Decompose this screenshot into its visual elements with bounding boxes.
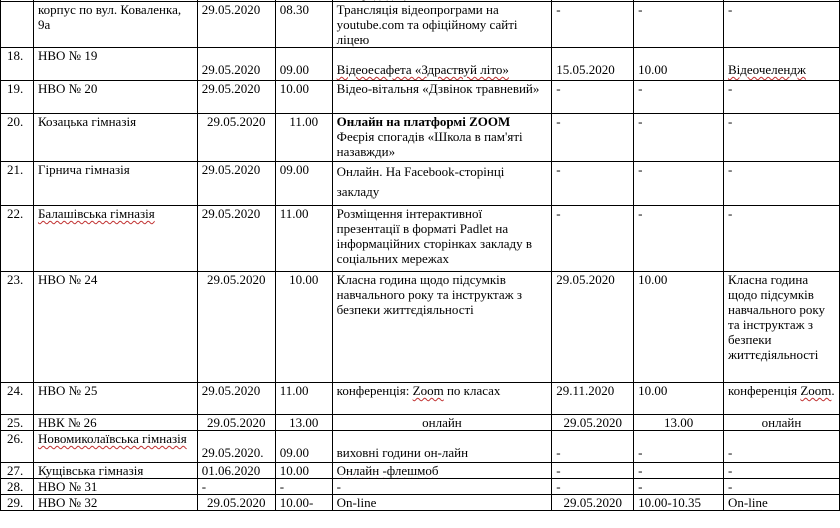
row-number <box>1 2 34 48</box>
note-cell: - <box>724 2 840 48</box>
date2-cell: - <box>552 162 634 206</box>
table-row <box>1 272 840 383</box>
event-cell: Класна година щодо підсумків навчального року та інструктаж з безпеки життєдіяльності <box>332 272 552 383</box>
time-cell: - <box>275 479 332 495</box>
time2-cell: 10.00-10.35 <box>634 495 724 511</box>
date2-cell: - <box>552 463 634 479</box>
note-cell: - <box>724 81 840 114</box>
note-cell: - <box>724 463 840 479</box>
institution-cell: НВО № 31 <box>33 479 197 495</box>
date2-cell: 29.05.2020 <box>552 272 634 383</box>
note-cell: - <box>724 114 840 162</box>
date2-cell: - <box>552 431 634 463</box>
time2-cell: 10.00 <box>634 272 724 383</box>
date-cell: 29.05.2020 <box>197 383 275 415</box>
time2-cell: 10.00 <box>634 383 724 415</box>
institution-cell: НВК № 26 <box>33 415 197 431</box>
note-cell: Відеочелендж <box>724 48 840 81</box>
table-row <box>1 479 840 495</box>
row-number: 22. <box>1 206 34 272</box>
date-cell: 29.05.2020. <box>197 431 275 463</box>
table-row <box>1 48 840 81</box>
time2-cell: - <box>634 2 724 48</box>
time-cell: 09.00 <box>275 48 332 81</box>
institution-cell: НВО № 25 <box>33 383 197 415</box>
date2-cell: 29.11.2020 <box>552 383 634 415</box>
row-number: 20. <box>1 114 34 162</box>
event-cell: Онлайн на платформі ZOOM Феєрія спогадів «Школа в пам'яті назавжди» <box>332 114 552 162</box>
event-cell: Трансляція відеопрограми на youtube.com та офіційному сайті ліцею <box>332 2 552 48</box>
time-cell: 10.00 <box>275 463 332 479</box>
note-cell: On-line <box>724 495 840 511</box>
table-row <box>1 81 840 114</box>
time2-cell: 10.00 <box>634 48 724 81</box>
time2-cell: - <box>634 81 724 114</box>
table-row <box>1 114 840 162</box>
table-row <box>1 495 840 511</box>
institution-cell: Балашівська гімназія <box>33 206 197 272</box>
time-cell: 10.00- <box>275 495 332 511</box>
date-cell: 29.05.2020 <box>197 206 275 272</box>
date-cell: 29.05.2020 <box>197 162 275 206</box>
time2-cell: - <box>634 479 724 495</box>
date-cell: 29.05.2020 <box>197 2 275 48</box>
date-cell: 29.05.2020 <box>197 415 275 431</box>
note-cell: конференція Zoom. <box>724 383 840 415</box>
row-number: 18. <box>1 48 34 81</box>
time-cell: 10.00 <box>275 81 332 114</box>
event-cell: Відеоесафета «Здраствуй літо» <box>332 48 552 81</box>
institution-cell: НВО № 32 <box>33 495 197 511</box>
time-cell: 11.00 <box>275 206 332 272</box>
note-cell: - <box>724 431 840 463</box>
date2-cell: - <box>552 81 634 114</box>
date2-cell: 15.05.2020 <box>552 48 634 81</box>
time2-cell: - <box>634 162 724 206</box>
time-cell: 11.00 <box>275 114 332 162</box>
time-cell: 09.00 <box>275 162 332 206</box>
row-number: 28. <box>1 479 34 495</box>
date2-cell: - <box>552 479 634 495</box>
date-cell: 29.05.2020 <box>197 495 275 511</box>
institution-cell: НВО № 20 <box>33 81 197 114</box>
row-number: 19. <box>1 81 34 114</box>
row-number: 26. <box>1 431 34 463</box>
institution-cell: НВО № 19 <box>33 48 197 81</box>
time-cell: 10.00 <box>275 272 332 383</box>
event-cell: конференція: Zoom по класах <box>332 383 552 415</box>
date-cell: 29.05.2020 <box>197 272 275 383</box>
date2-cell: 29.05.2020 <box>552 415 634 431</box>
institution-cell: Новомиколаївська гімназія <box>33 431 197 463</box>
time-cell: 13.00 <box>275 415 332 431</box>
row-number: 23. <box>1 272 34 383</box>
date-cell: 29.05.2020 <box>197 81 275 114</box>
time2-cell: - <box>634 206 724 272</box>
table-row <box>1 162 840 206</box>
time2-cell: - <box>634 114 724 162</box>
table-row <box>1 431 840 463</box>
note-cell: Класна година щодо підсумків навчального року та інструктаж з безпеки життєдіяльності <box>724 272 840 383</box>
event-cell: Розміщення інтерактивної презентації в форматі Padlet на інформаційних сторінках закладу в соціальних мережах <box>332 206 552 272</box>
event-cell: On-line <box>332 495 552 511</box>
table-row <box>1 383 840 415</box>
time2-cell: - <box>634 463 724 479</box>
row-number: 25. <box>1 415 34 431</box>
time-cell: 11.00 <box>275 383 332 415</box>
time2-cell: 13.00 <box>634 415 724 431</box>
row-number: 24. <box>1 383 34 415</box>
date-cell: 29.05.2020 <box>197 114 275 162</box>
table-row <box>1 415 840 431</box>
date2-cell: - <box>552 114 634 162</box>
event-cell: онлайн <box>332 415 552 431</box>
note-cell: - <box>724 479 840 495</box>
date-cell: - <box>197 479 275 495</box>
note-cell: онлайн <box>724 415 840 431</box>
event-cell: Онлайн. На Facebook-сторінці закладу <box>332 162 552 206</box>
table-row <box>1 463 840 479</box>
institution-cell: НВО № 24 <box>33 272 197 383</box>
institution-cell: Кущівська гімназія <box>33 463 197 479</box>
event-cell: виховні години он-лайн <box>332 431 552 463</box>
date-cell: 01.06.2020 <box>197 463 275 479</box>
event-cell: Онлайн -флешмоб <box>332 463 552 479</box>
institution-cell: корпус по вул. Коваленка, 9а <box>33 2 197 48</box>
row-number: 29. <box>1 495 34 511</box>
date2-cell: - <box>552 206 634 272</box>
note-cell: - <box>724 206 840 272</box>
time-cell: 08.30 <box>275 2 332 48</box>
date2-cell: 29.05.2020 <box>552 495 634 511</box>
time-cell: 09.00 <box>275 431 332 463</box>
time2-cell: - <box>634 431 724 463</box>
institution-cell: Козацька гімназія <box>33 114 197 162</box>
row-number: 21. <box>1 162 34 206</box>
institution-cell: Гірнича гімназія <box>33 162 197 206</box>
event-cell: Відео-вітальня «Дзвінок травневий» <box>332 81 552 114</box>
event-cell: - <box>332 479 552 495</box>
note-cell: - <box>724 162 840 206</box>
date-cell: 29.05.2020 <box>197 48 275 81</box>
table-row <box>1 206 840 272</box>
date2-cell: - <box>552 2 634 48</box>
row-number: 27. <box>1 463 34 479</box>
table-row <box>1 2 840 48</box>
